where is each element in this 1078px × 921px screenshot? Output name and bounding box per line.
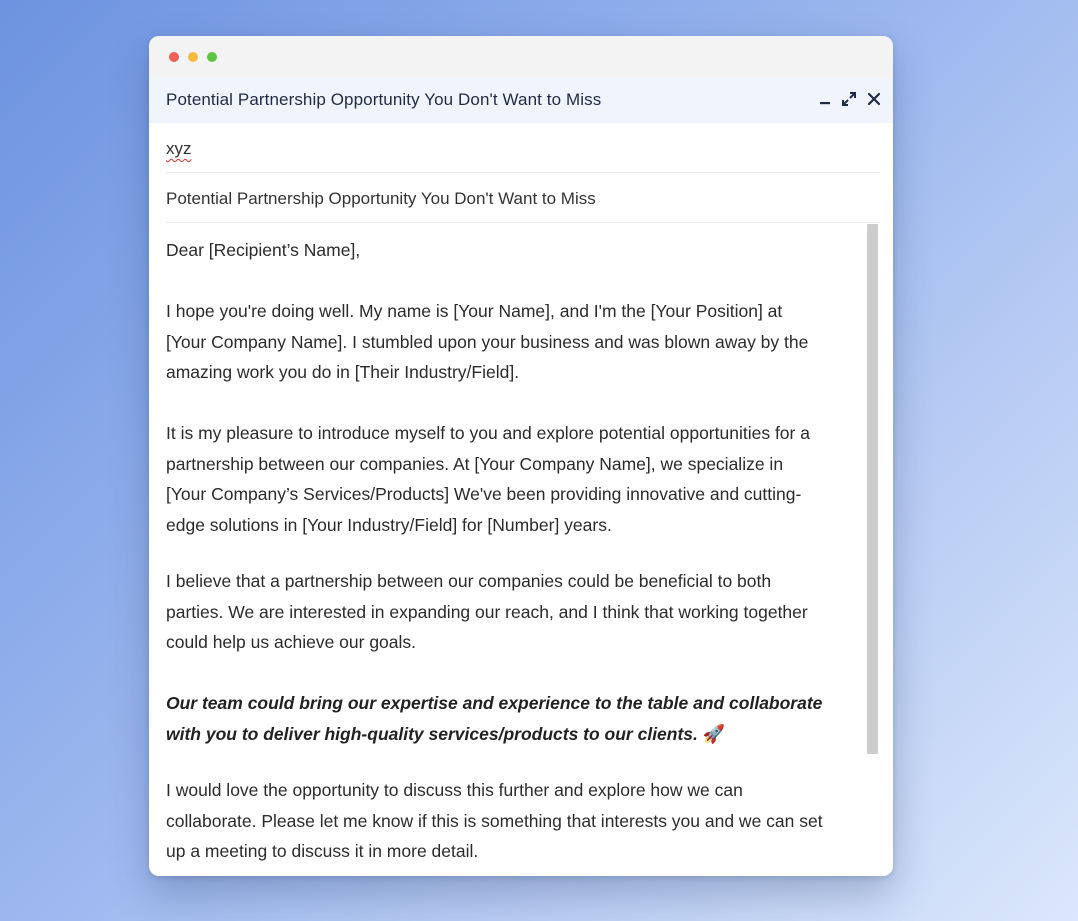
body-line: edge solutions in [Your Industry/Field] for [Number] years.	[166, 514, 612, 535]
body-line: collaborate. Please let me know if this is something that interests you and we can set	[166, 810, 823, 831]
close-icon[interactable]	[863, 88, 885, 110]
body-line: I believe that a partnership between our companies could be beneficial to both	[166, 571, 772, 591]
minimize-window-dot[interactable]	[188, 52, 198, 62]
body-line: I hope you're doing well. My name is [Your Name], and I'm the [Your Position] at	[166, 301, 783, 321]
body-line: amazing work you do in [Their Industry/Field].	[166, 362, 520, 382]
rocket-emoji: 🚀	[702, 723, 726, 744]
compose-header	[149, 78, 893, 123]
body-line: up a meeting to discuss it in more detail.	[166, 841, 479, 861]
body-line: [Your Company Name]. I stumbled upon your business and was blown away by the	[166, 331, 809, 352]
body-line: It is my pleasure to introduce myself to you and explore potential opportunities for a	[166, 423, 810, 443]
body-line: parties. We are interested in expanding our reach, and I think that working together	[166, 601, 808, 622]
subject-text: Potential Partnership Opportunity You Don't Want to Miss	[166, 189, 596, 208]
close-window-dot[interactable]	[169, 52, 179, 62]
emphasis-line-2	[166, 719, 866, 750]
window-titlebar	[149, 36, 893, 78]
minimize-icon[interactable]	[814, 88, 836, 110]
body-scrollbar[interactable]	[867, 224, 878, 754]
subject-field[interactable]	[166, 173, 880, 223]
greeting-line: Dear [Recipient’s Name],	[166, 240, 361, 260]
zoom-window-dot[interactable]	[207, 52, 217, 62]
body-line: could help us achieve our goals.	[166, 632, 417, 652]
body-line: [Your Company’s Services/Products] We've been providing innovative and cutting-	[166, 484, 802, 504]
compose-window	[149, 36, 893, 876]
expand-icon[interactable]	[838, 88, 860, 110]
recipient-chip[interactable]: xyz	[166, 139, 192, 158]
compose-title: Potential Partnership Opportunity You Don't Want to Miss	[166, 90, 602, 109]
message-body[interactable]	[166, 223, 866, 876]
emphasis-line: Our team could bring our expertise and experience to the table and collaborate	[166, 693, 823, 713]
to-field[interactable]	[166, 123, 880, 173]
emphasis-text: with you to deliver high-quality services/products to our clients.	[166, 723, 698, 744]
body-line: I would love the opportunity to discuss this further and explore how we can	[166, 780, 743, 800]
body-line: partnership between our companies. At [Your Company Name], we specialize in	[166, 453, 784, 474]
